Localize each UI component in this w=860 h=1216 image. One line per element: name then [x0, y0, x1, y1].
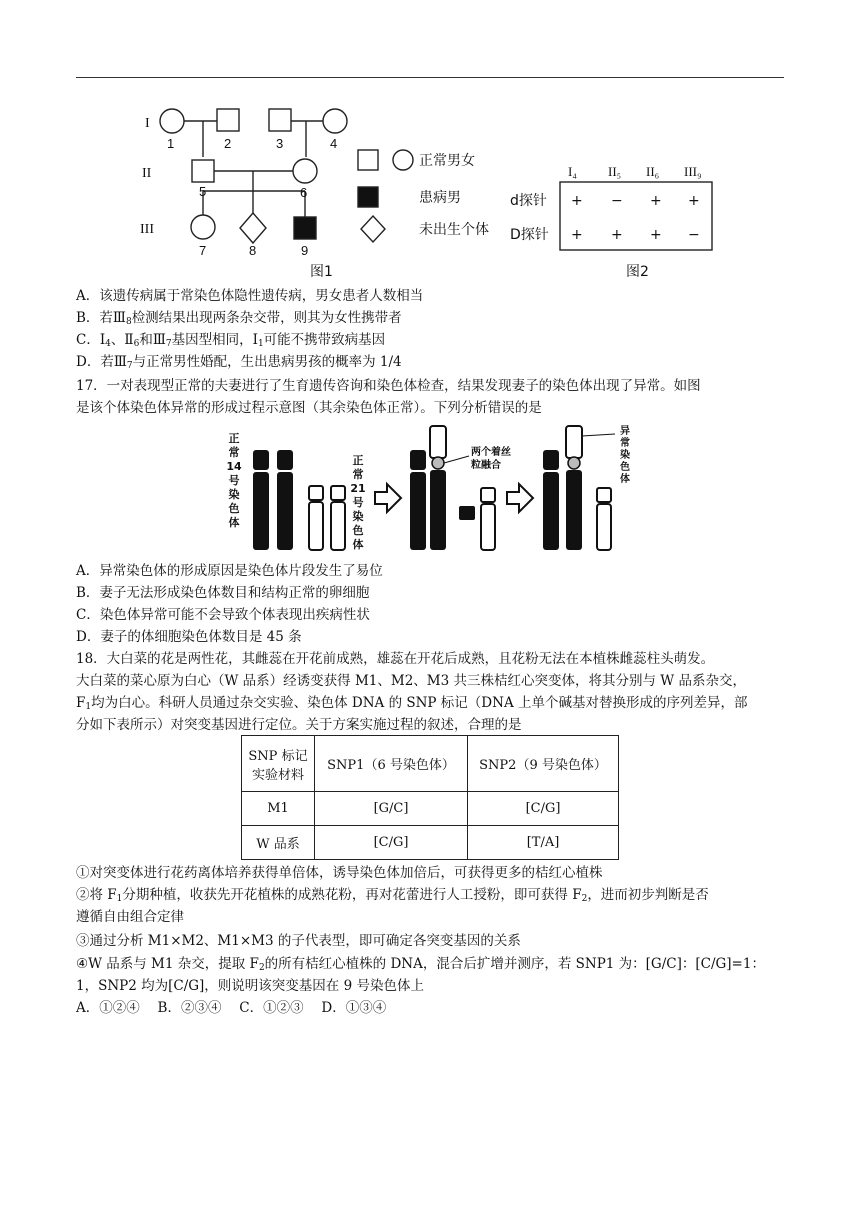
svg-text:号: 号 [228, 474, 240, 487]
svg-text:−: − [688, 227, 700, 243]
svg-text:常: 常 [620, 438, 630, 449]
individual-4 [323, 109, 347, 133]
snp-table [241, 735, 619, 860]
probe-figure [508, 160, 718, 282]
svg-text:号: 号 [352, 496, 364, 509]
svg-text:染: 染 [352, 510, 364, 523]
individual-7 [191, 215, 215, 239]
q18-stem-4: 分如下表所示）对突变基因进行定位。关于方案实施过程的叙述，合理的是 [76, 717, 522, 733]
q18-statement-4: ④W 品系与 M1 杂交，提取 $F_2$的所有桔红心植株的 DNA，混合后扩增并测序，若 SNP1 为：[G/C]：[C/G]=1： [76, 956, 765, 973]
svg-text:5: 5 [199, 184, 207, 199]
q18-stem-1: 18．大白菜的花是两性花，其雌蕊在开花前成熟，雄蕊在开花后成熟，且花粉无法在本植株雌蕊柱头萌发。 [76, 651, 715, 667]
q18-statement-4-cont: 1，SNP2 均为[C/G]，则说明该突变基因在 9 号染色体上 [76, 978, 424, 994]
individual-3 [269, 109, 291, 131]
svg-text:21: 21 [350, 482, 366, 495]
svg-text:异: 异 [620, 426, 630, 437]
fusion-label-2: 粒融合 [471, 460, 501, 471]
svg-text:14: 14 [226, 460, 242, 473]
svg-text:+: + [650, 193, 662, 209]
svg-text:+: + [688, 193, 700, 209]
q18-statement-2: ②将 $F_1$分期种植，收获先开花植株的成熟花粉，再对花蕾进行人工授粉，即可获得 $F_2$，进而初步判断是否 [76, 887, 709, 904]
individual-8 [240, 213, 266, 243]
fig2-caption: 图2 [626, 264, 649, 280]
svg-text:2: 2 [224, 136, 232, 151]
q17-stem-2: 是该个体染色体异常的形成过程示意图（其余染色体正常）。下列分析错误的是 [76, 400, 542, 416]
probe-col-2: II₅ [608, 164, 622, 179]
svg-text:体: 体 [228, 516, 240, 529]
svg-text:9: 9 [301, 243, 309, 258]
svg-text:体: 体 [620, 474, 630, 485]
svg-text:1: 1 [167, 136, 175, 151]
legend-unborn: 未出生个体 [419, 222, 489, 238]
svg-text:色: 色 [620, 462, 630, 473]
q16-option-b: B．若$Ⅲ_8$检测结果出现两条杂交带，则其为女性携带者 [76, 310, 402, 327]
svg-text:+: + [611, 227, 623, 243]
gen-label-3: III [140, 222, 154, 237]
table-row: M1 [G/C] [C/G] [242, 792, 619, 826]
svg-text:7: 7 [199, 243, 207, 258]
probe-row-D: D探针 [510, 227, 549, 243]
svg-text:+: + [571, 193, 583, 209]
probe-col-1: I₄ [568, 164, 577, 179]
q16-option-a: A．该遗传病属于常染色体隐性遗传病，男女患者人数相当 [76, 288, 424, 304]
fusion-label-1: 两个着丝 [471, 447, 511, 458]
svg-text:常: 常 [352, 468, 364, 481]
svg-text:3: 3 [276, 136, 284, 151]
svg-text:染: 染 [228, 488, 240, 501]
svg-text:色: 色 [352, 524, 364, 537]
individual-1 [160, 109, 184, 133]
individual-9 [294, 217, 316, 239]
q18-options: A．①②④ B．②③④ C．①②③ D．①③④ [76, 1000, 387, 1016]
svg-text:4: 4 [330, 136, 338, 151]
q17-option-b: B．妻子无法形成染色体数目和结构正常的卵细胞 [76, 585, 370, 601]
header-rule [76, 77, 784, 78]
svg-text:6: 6 [300, 185, 308, 200]
q16-option-c: C．$Ⅰ_4$、$Ⅱ_6$和$Ⅲ_7$基因型相同，$Ⅰ_1$可能不携带致病基因 [76, 332, 386, 349]
svg-text:染: 染 [620, 450, 630, 461]
legend-normal: 正常男女 [419, 153, 475, 169]
q18-stem-2: 大白菜的菜心原为白心（W 品系）经诱变获得 M1、M2、M3 共三株桔红心突变体，将其分别与 W 品系杂交， [76, 673, 746, 689]
gen-label-2: II [142, 166, 152, 181]
individual-2 [217, 109, 239, 131]
svg-text:+: + [571, 227, 583, 243]
probe-col-4: III₉ [684, 164, 702, 179]
individual-5 [192, 160, 214, 182]
q16-option-d: D．若$Ⅲ_7$与正常男性婚配，生出患病男孩的概率为 1/4 [76, 354, 402, 371]
q18-stem-3: $F_1$均为白心。科研人员通过杂交实验、染色体 DNA 的 SNP 标记（DNA 上单个碱基对替换形成的序列差异，部 [76, 695, 748, 712]
svg-text:正: 正 [352, 454, 364, 467]
snp-table-col1: SNP1（6 号染色体） [315, 736, 468, 792]
q18-statement-1: ①对突变体进行花药离体培养获得单倍体，诱导染色体加倍后，可获得更多的桔红心植株 [76, 865, 603, 881]
q17-option-c: C．染色体异常可能不会导致个体表现出疾病性状 [76, 607, 370, 623]
legend-affected: 患病男 [419, 190, 461, 206]
individual-6 [293, 159, 317, 183]
probe-col-3: II₆ [646, 164, 660, 179]
snp-table-col2: SNP2（9 号染色体） [468, 736, 619, 792]
svg-text:色: 色 [228, 502, 240, 515]
gen-label-1: I [145, 116, 150, 131]
svg-text:体: 体 [352, 538, 364, 551]
table-row: W 品系 [C/G] [T/A] [242, 826, 619, 860]
pedigree-figure [130, 100, 510, 285]
chromosome-figure [225, 422, 655, 554]
q18-statement-2-cont: 遵循自由组合定律 [76, 909, 184, 925]
probe-row-d: d探针 [510, 193, 547, 209]
svg-text:正: 正 [228, 432, 240, 445]
q17-option-d: D．妻子的体细胞染色体数目是 45 条 [76, 629, 302, 645]
q18-statement-3: ③通过分析 M1×M2、M1×M3 的子代表型，即可确定各突变基因的关系 [76, 933, 521, 949]
q17-option-a: A．异常染色体的形成原因是染色体片段发生了易位 [76, 563, 383, 579]
svg-text:常: 常 [228, 446, 240, 459]
svg-text:8: 8 [249, 243, 257, 258]
svg-text:−: − [611, 193, 623, 209]
svg-text:+: + [650, 227, 662, 243]
fig1-caption: 图1 [310, 264, 333, 280]
snp-table-corner: SNP 标记 实验材料 [242, 736, 315, 792]
q17-stem-1: 17．一对表现型正常的夫妻进行了生育遗传咨询和染色体检查，结果发现妻子的染色体出现了异常。如图 [76, 378, 701, 394]
